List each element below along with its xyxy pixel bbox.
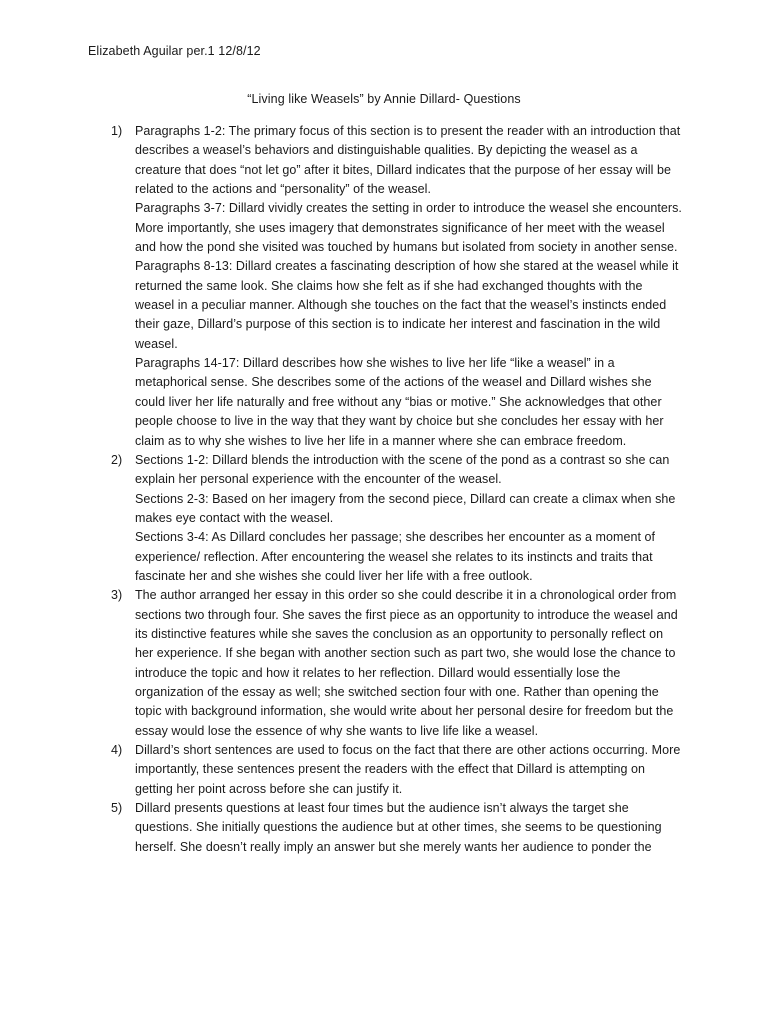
answer-paragraph: Paragraphs 3-7: Dillard vividly creates the setting in order to introduce the weasel she encounters. More importantly, she uses imagery that demonstrates significance of her meet with the weasel and how the pond she visited was touched by humans but isolated from society in another sense.: [135, 201, 682, 255]
document-title: “Living like Weasels” by Annie Dillard- Questions: [247, 92, 521, 106]
answer-body: [135, 586, 683, 741]
answer-paragraph: Dillard’s short sentences are used to focus on the fact that there are other actions occurring. More importantly, these sentences present the readers with the effect that Dillard is attempting on getting her point across before she can justify it.: [135, 743, 681, 796]
answer-number: 4): [111, 743, 123, 757]
answer-list: [111, 122, 683, 857]
answer-body: [135, 122, 683, 451]
answer-item-3: [111, 586, 683, 741]
answer-paragraph: Paragraphs 14-17: Dillard describes how she wishes to live her life “like a weasel” in a metaphorical sense. She describes some of the actions of the weasel and Dillard wishes she could liver her life naturally and free without any “bias or motive.” She acknowledges that other people choose to live in the way that they want by choice but she concludes her essay with her claim as to why she wishes to live her life in a manner where she can embrace freedom.: [135, 356, 664, 448]
answer-number: 1): [111, 124, 123, 138]
answer-number: 3): [111, 588, 123, 603]
answer-paragraph: Dillard presents questions at least four times but the audience isn’t always the target she questions. She initially questions the audience but at other times, she seems to be questioning herself. She doesn’t really imply an answer but she merely wants her audience to ponder the: [135, 801, 662, 854]
answer-paragraph: Paragraphs 8-13: Dillard creates a fascinating description of how she stared at the weasel while it returned the same look. She claims how she felt as if she had exchanged thoughts with the weasel in a peculiar manner. Although she touches on the fact that the weasel’s instincts ended their gaze, Dillard’s purpose of this section is to indicate her interest and fascination in the wild weasel.: [135, 259, 679, 351]
answer-body: [135, 799, 683, 857]
answer-paragraph: Sections 2-3: Based on her imagery from the second piece, Dillard can create a climax when she makes eye contact with the weasel.: [135, 491, 676, 525]
answer-paragraph: The author arranged her essay in this order so she could describe it in a chronological order from sections two through four. She saves the first piece as an opportunity to introduce the weasel and its distinctive features while she saves the conclusion as an opportunity to personally reflect on her experience. If she began with another section such as part two, she would lose the chance to introduce the topic and how it relates to her reflection. Dillard would essentially lose the organization of the essay as well; she switched section four with one. Rather than opening the topic with background information, she would write about her personal desire for freedom but the essay would lose the essence of why she wants to live life like a weasel.: [135, 588, 678, 738]
answer-item-5: [111, 799, 683, 857]
answer-body: [135, 741, 683, 799]
answer-number: 5): [111, 801, 123, 816]
author-header: Elizabeth Aguilar per.1 12/8/12: [88, 44, 261, 58]
answer-paragraph: Sections 3-4: As Dillard concludes her passage; she describes her encounter as a moment of experience/ reflection. After encountering the weasel she relates to its instincts and traits that fascinate her and she wishes she could liver her life with a free outlook.: [135, 530, 656, 583]
answer-item-4: [111, 741, 683, 799]
answer-item-1: [111, 122, 683, 451]
answer-paragraph: Paragraphs 1-2: The primary focus of this section is to present the reader with an introduction that describes a weasel’s behaviors and distinguishable qualities. By depicting the weasel as a creature that does “not let go” after it bites, Dillard indicates that the purpose of her essay will be related to the actions and “personality” of the weasel.: [135, 124, 681, 197]
answer-item-2: [111, 451, 683, 586]
answer-body: [135, 451, 683, 586]
answer-paragraph: Sections 1-2: Dillard blends the introduction with the scene of the pond as a contrast so she can explain her personal experience with the encounter of the weasel.: [135, 452, 670, 487]
answer-number: 2): [111, 452, 123, 467]
